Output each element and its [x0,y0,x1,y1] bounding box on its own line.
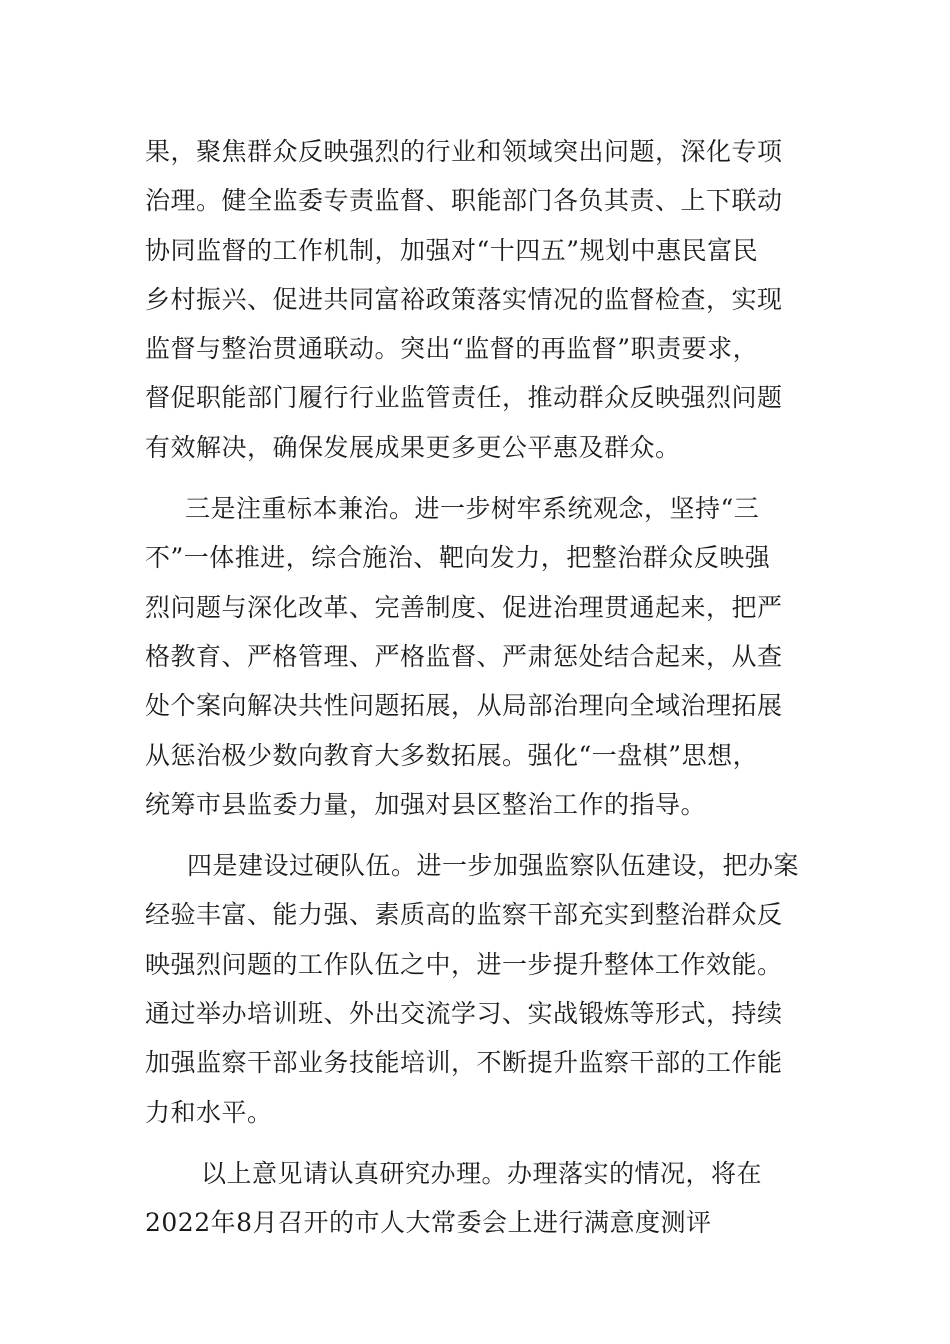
text-line: 加强监察干部业务技能培训，不断提升监察干部的工作能 [145,1048,783,1078]
text-line: 经验丰富、能力强、素质高的监察干部充实到整治群众反 [145,900,783,930]
text-line: 力和水平。 [145,1097,273,1127]
text-line: 治理。健全监委专责监督、职能部门各负其责、上下联动 [145,186,783,216]
document-body [145,127,815,1248]
text-line-first: 以上意见请认真研究办理。办理落实的情况，将在 [201,1158,763,1188]
text-line: 格教育、严格管理、严格监督、严肃惩处结合起来，从查 [145,641,783,671]
text-line: 统筹市县监委力量，加强对县区整治工作的指导。 [145,789,707,819]
text-line: 有效解决，确保发展成果更多更公平惠及群众。 [145,432,681,462]
paragraph-three [145,484,815,829]
text-line: 映强烈问题的工作队伍之中，进一步提升整体工作效能。 [145,949,783,979]
text-line-first: 四是建设过硬队伍。进一步加强监察队伍建设，把办案 [187,851,800,881]
text-line: 监督与整治贯通联动。突出“监督的再监督”职责要求， [145,334,759,364]
text-line: 通过举办培训班、外出交流学习、实战锻炼等形式，持续 [145,999,783,1029]
paragraph-closing [145,1149,815,1248]
text-line: 从惩治极少数向教育大多数拓展。强化“一盘棋”思想， [145,740,759,770]
text-line: 乡村振兴、促进共同富裕政策落实情况的监督检查，实现 [145,284,783,314]
paragraph-four [145,841,815,1137]
text-line: 处个案向解决共性问题拓展，从局部治理向全域治理拓展 [145,691,783,721]
text-line: 督促职能部门履行行业监管责任，推动群众反映强烈问题 [145,383,783,413]
text-line: 2022年8月召开的市人大常委会上进行满意度测评 [145,1208,712,1238]
text-line-first: 三是注重标本兼治。进一步树牢系统观念，坚持“三 [185,494,760,524]
paragraph-continuation [145,127,815,472]
text-line: 协同监督的工作机制，加强对“十四五”规划中惠民富民 [145,235,759,265]
text-line: 果，聚焦群众反映强烈的行业和领域突出问题，深化专项 [145,137,783,166]
text-line: 烈问题与深化改革、完善制度、促进治理贯通起来，把严 [145,592,783,622]
text-line: 不”一体推进，综合施治、靶向发力，把整治群众反映强 [145,543,771,573]
